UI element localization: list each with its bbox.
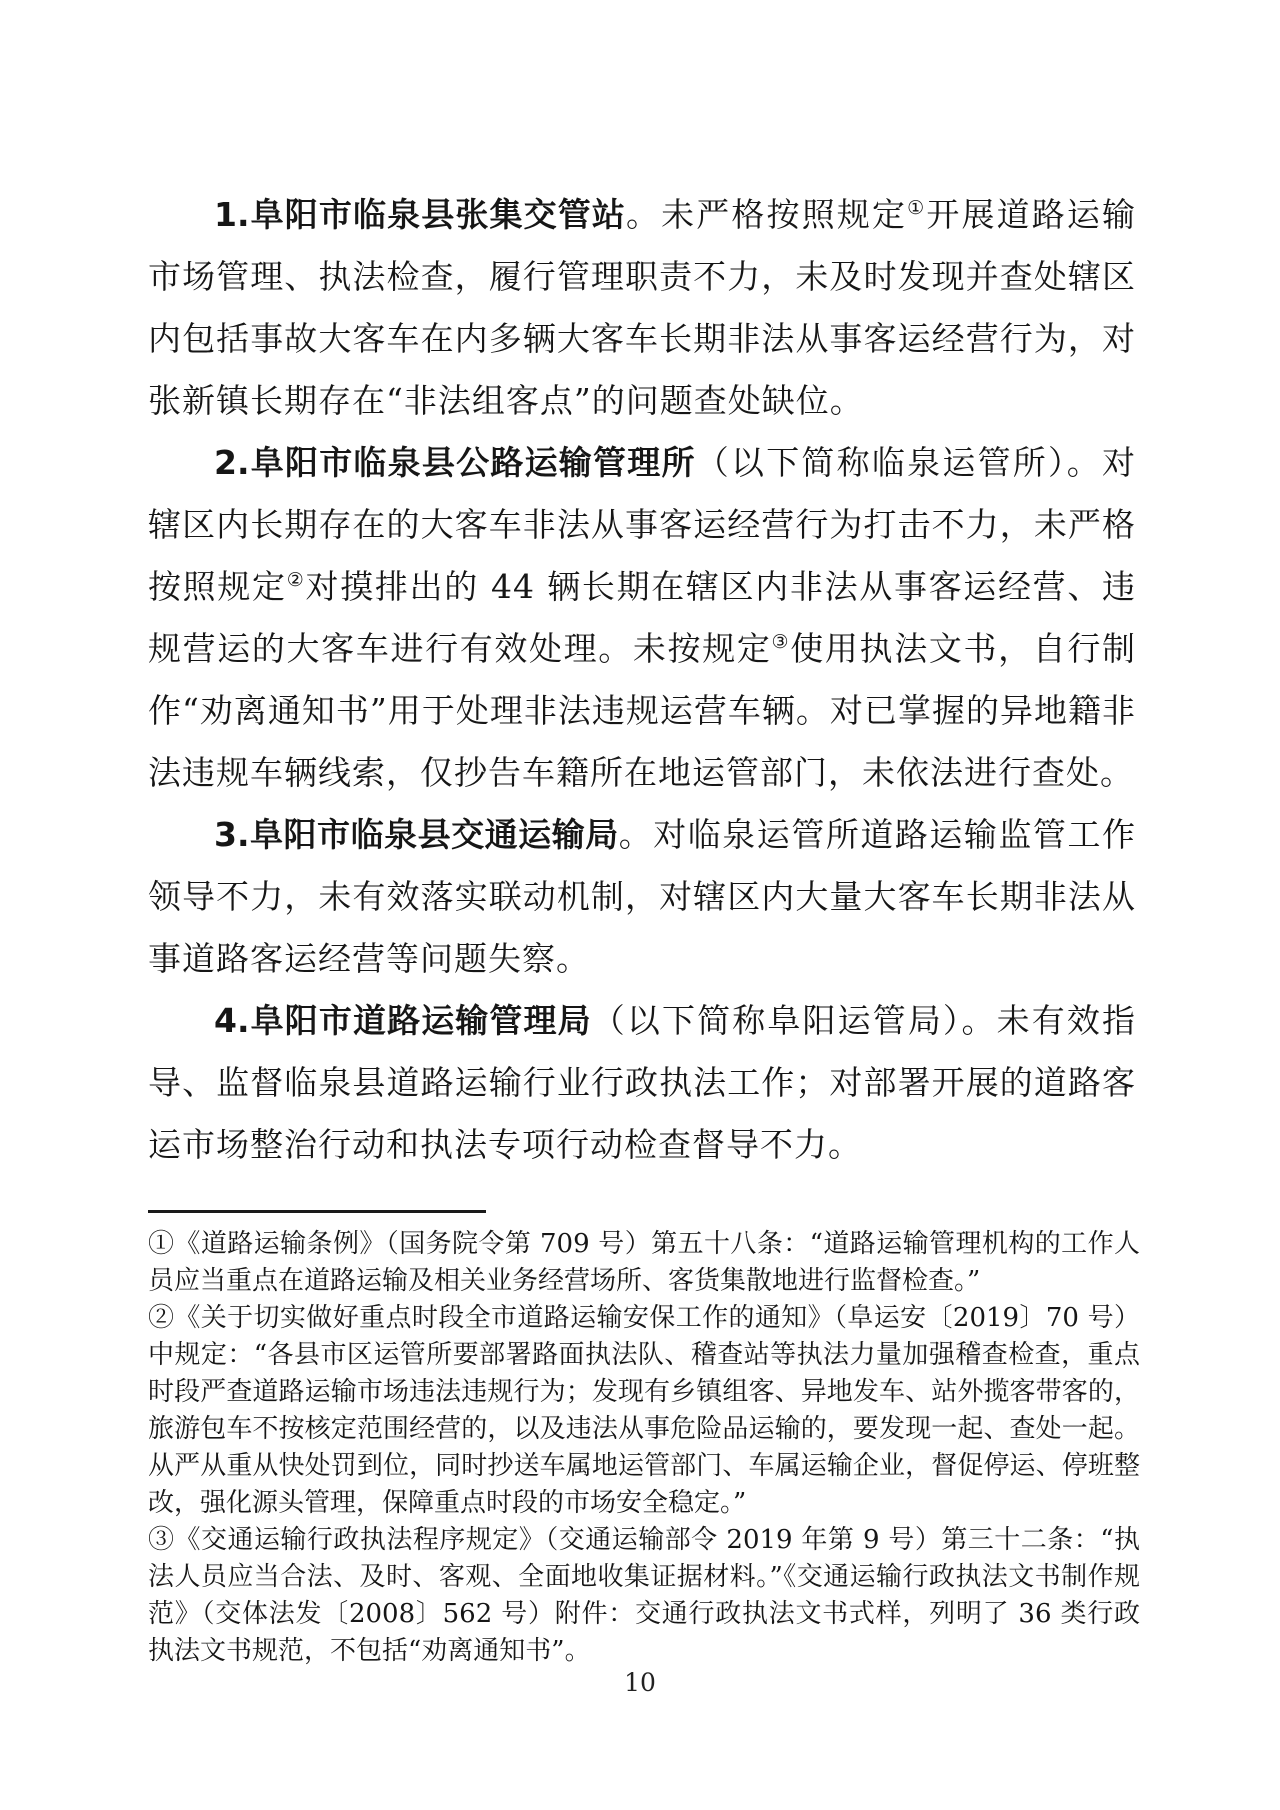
paragraph-heading: 1.阜阳市临泉县张集交管站 xyxy=(214,195,627,234)
footnote-reference-mark: ① xyxy=(907,196,927,219)
paragraph-text: 对摸排出的 44 辆长期在辖区内非法从事客运经营、违规营运的大客车进行有效处理。未按规定 xyxy=(148,567,1136,668)
paragraph-text: 。对临泉运管所道路运输监管工作领导不力，未有效落实联动机制，对辖区内大量大客车长期非法从事道路客运经营等问题失察。 xyxy=(148,815,1137,978)
paragraph xyxy=(148,184,1136,432)
paragraph xyxy=(148,804,1136,990)
paragraph-heading: 3.阜阳市临泉县交通运输局 xyxy=(214,815,619,854)
paragraph-text: （以下简称阜阳运管局）。未有效指导、监督临泉县道路运输行业行政执法工作；对部署开展的道路客运市场整治行动和执法专项行动检查督导不力。 xyxy=(148,1001,1137,1164)
footnotes xyxy=(148,1226,1140,1670)
paragraph-text: 。未严格按照规定 xyxy=(626,195,908,234)
footnote: ③《交通运输行政执法程序规定》（交通运输部令 2019 年第 9 号）第三十二条：“执法人员应当合法、及时、客观、全面地收集证据材料。”《交通运输行政执法文书制作规范》（交体法发〔2008〕562 号）附件：交通行政执法文书式样，列明了 36 类行政执法文书规范，不包括“劝离通知书”。 xyxy=(148,1525,1140,1666)
body-paragraphs xyxy=(148,184,1136,1176)
paragraph-text: 使用执法文书，自行制作“劝离通知书”用于处理非法违规运营车辆。对已掌握的异地籍非法违规车辆线索，仅抄告车籍所在地运管部门，未依法进行查处。 xyxy=(148,629,1137,792)
footnote: ②《关于切实做好重点时段全市道路运输安保工作的通知》（阜运安〔2019〕70 号）中规定：“各县市区运管所要部署路面执法队、稽查站等执法力量加强稽查检查，重点时段严查道路运输市场违法违规行为；发现有乡镇组客、异地发车、站外揽客带客的，旅游包车不按核定范围经营的，以及违法从事危险品运输的，要发现一起、查处一起。从严从重从快处罚到位，同时抄送车属地运管部门、车属运输企业，督促停运、停班整改，强化源头管理，保障重点时段的市场安全稳定。” xyxy=(148,1303,1140,1518)
footnote: ①《道路运输条例》（国务院令第 709 号）第五十八条：“道路运输管理机构的工作人员应当重点在道路运输及相关业务经营场所、客货集散地进行监督检查。” xyxy=(148,1229,1140,1296)
paragraph-text: （以下简称临泉运管所）。对辖区内长期存在的大客车非法从事客运经营行为打击不力，未严格按照规定 xyxy=(148,443,1137,606)
paragraph xyxy=(148,432,1136,804)
footnote-reference-mark: ② xyxy=(286,568,306,591)
footnote-reference-mark: ③ xyxy=(771,630,791,653)
paragraph xyxy=(148,990,1136,1176)
paragraph-heading: 4.阜阳市道路运输管理局 xyxy=(214,1001,592,1040)
page-number: 10 xyxy=(624,1668,656,1697)
paragraph-text: 开展道路运输市场管理、执法检查，履行管理职责不力，未及时发现并查处辖区内包括事故大客车在内多辆大客车长期非法从事客运经营行为，对张新镇长期存在“非法组客点”的问题查处缺位。 xyxy=(148,195,1137,420)
paragraph-heading: 2.阜阳市临泉县公路运输管理所 xyxy=(214,443,696,482)
footnote-separator xyxy=(148,1210,486,1213)
